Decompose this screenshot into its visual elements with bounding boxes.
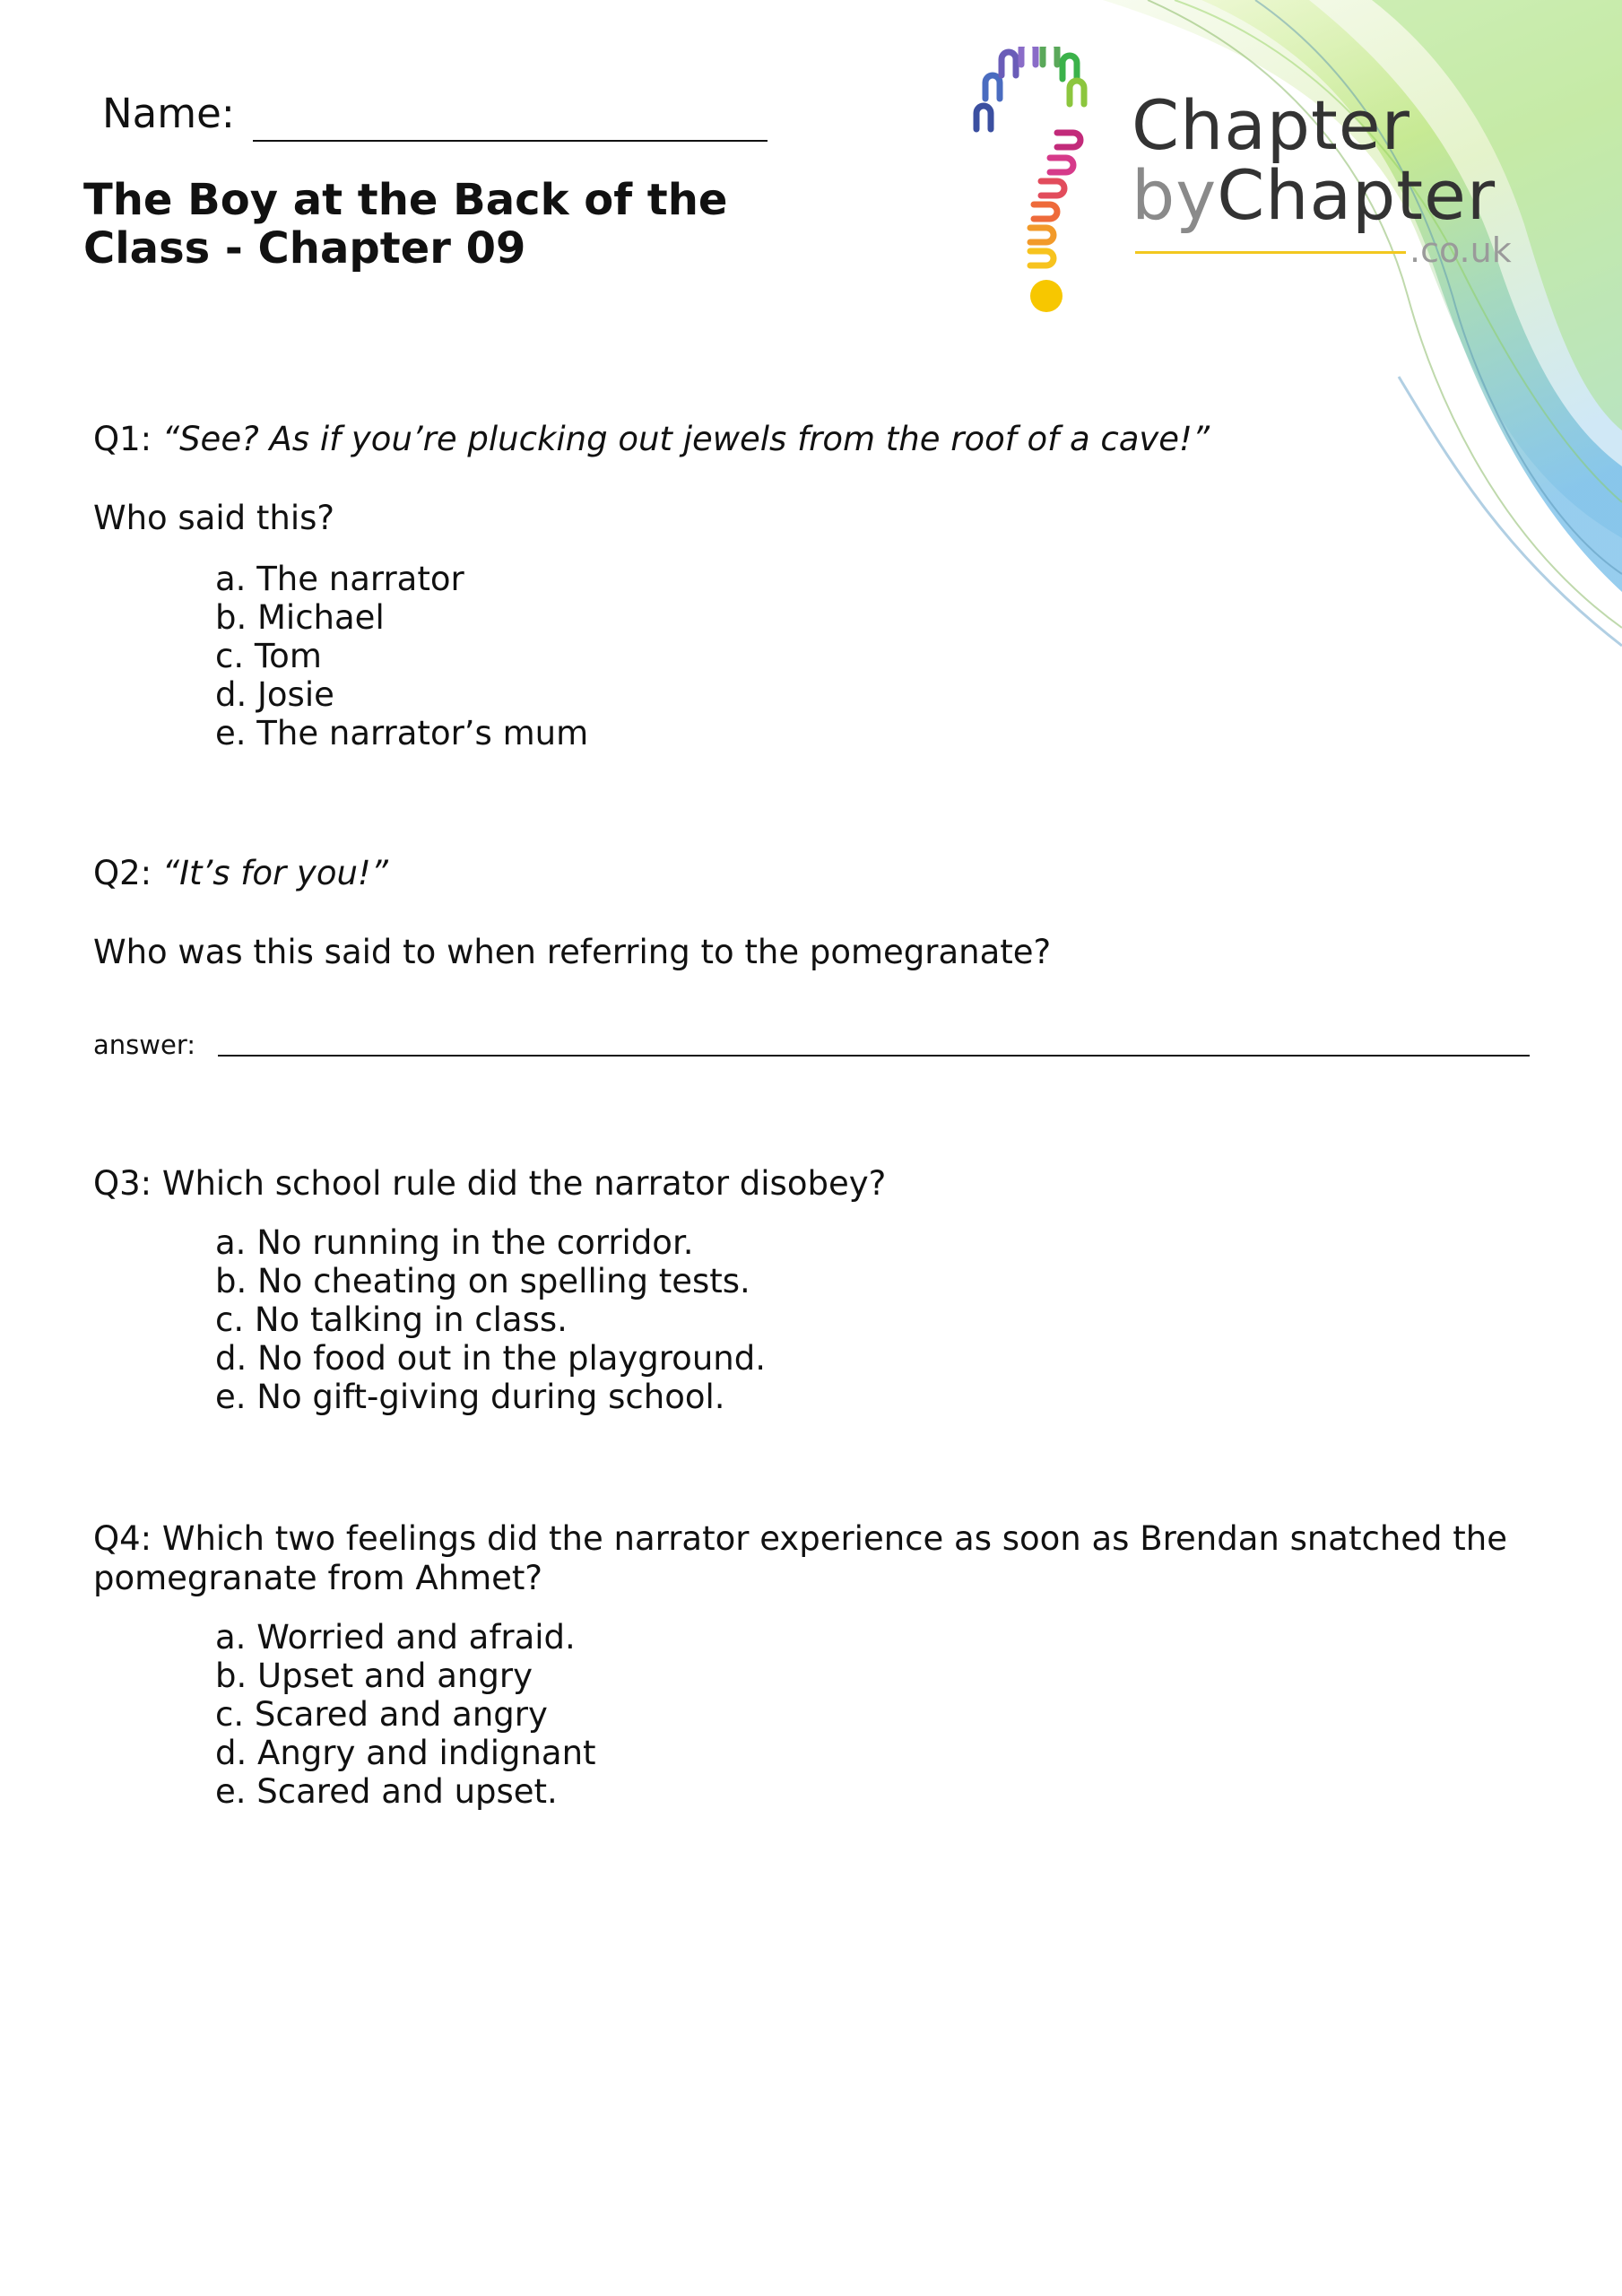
- q2-quote: “It’s for you!”: [161, 854, 388, 892]
- logo-word-chapter: Chapter: [1132, 85, 1410, 165]
- q2-answer-line[interactable]: [218, 1055, 1530, 1057]
- q3-option-e[interactable]: e. No gift-giving during school.: [215, 1378, 725, 1416]
- q1-option-c[interactable]: c. Tom: [215, 637, 322, 675]
- q4-options: [215, 1618, 596, 1811]
- q4-option-c[interactable]: c. Scared and angry: [215, 1695, 548, 1734]
- q1-options: [215, 560, 588, 752]
- q1-prompt: Who said this?: [93, 499, 335, 537]
- q4-text: Q4: Which two feelings did the narrator experience as soon as Brendan snatched the pomegranate from Ahmet?: [93, 1519, 1508, 1597]
- q3-option-d[interactable]: d. No food out in the playground.: [215, 1339, 766, 1378]
- q1-option-e[interactable]: e. The narrator’s mum: [215, 714, 589, 752]
- logo-word-bychapter: [1132, 155, 1496, 235]
- name-input-line[interactable]: [253, 140, 768, 142]
- q1-line: [93, 420, 1210, 459]
- q4-option-b[interactable]: b. Upset and angry: [215, 1657, 533, 1695]
- logo-domain: .co.uk: [1409, 230, 1512, 270]
- logo-word-by: by: [1132, 155, 1218, 235]
- q1-option-b[interactable]: b. Michael: [215, 598, 385, 637]
- question-mark-books-logo: [964, 47, 1116, 316]
- q4-option-e[interactable]: e. Scared and upset.: [215, 1772, 558, 1811]
- logo-word-chapter-2: Chapter: [1217, 155, 1496, 235]
- q4-option-d[interactable]: d. Angry and indignant: [215, 1734, 596, 1772]
- q3-option-c[interactable]: c. No talking in class.: [215, 1300, 568, 1339]
- q4-option-a[interactable]: a. Worried and afraid.: [215, 1618, 576, 1657]
- q1-quote: “See? As if you’re plucking out jewels from the roof of a cave!”: [161, 420, 1210, 458]
- q3-options: [215, 1223, 766, 1416]
- q2-answer-label: answer:: [93, 1030, 196, 1060]
- q2-prompt: Who was this said to when referring to the pomegranate?: [93, 933, 1052, 971]
- logo-underline: [1135, 251, 1406, 254]
- q2-line: [93, 854, 388, 893]
- name-label: Name:: [102, 90, 235, 137]
- worksheet-title: The Boy at the Back of the Class - Chapter 09: [83, 175, 728, 274]
- q1-option-d[interactable]: d. Josie: [215, 675, 334, 714]
- q1-option-a[interactable]: a. The narrator: [215, 560, 464, 598]
- q3-option-b[interactable]: b. No cheating on spelling tests.: [215, 1262, 750, 1300]
- q3-option-a[interactable]: a. No running in the corridor.: [215, 1223, 694, 1262]
- q2-number: Q2:: [93, 854, 152, 892]
- q3-text: Q3: Which school rule did the narrator disobey?: [93, 1164, 887, 1203]
- q1-number: Q1:: [93, 420, 152, 458]
